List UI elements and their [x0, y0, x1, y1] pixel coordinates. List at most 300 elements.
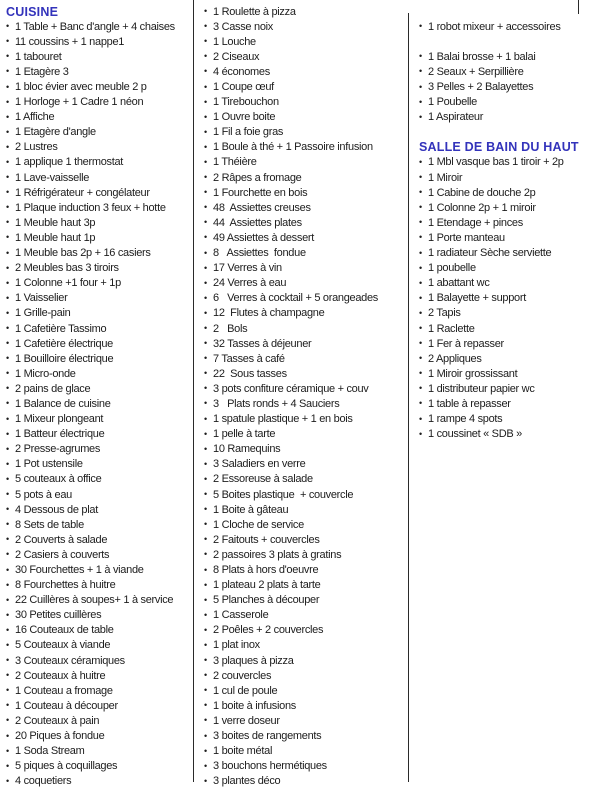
inventory-item [204, 623, 407, 638]
blank-row [419, 125, 602, 140]
bullet-icon: • [6, 398, 9, 409]
item-label: 7 Tasses à café [213, 352, 285, 365]
item-label: 1 Raclette [428, 322, 475, 335]
bullet-icon: • [419, 217, 422, 228]
item-label: 1 distributeur papier wc [428, 382, 535, 395]
bullet-icon: • [6, 534, 9, 545]
inventory-item [6, 366, 192, 381]
bullet-icon: • [6, 473, 9, 484]
item-label: 2 Appliques [428, 352, 482, 365]
item-label: 3 boites de rangements [213, 730, 322, 743]
top-right-border-fragment [578, 0, 579, 14]
inventory-item [204, 412, 407, 427]
bullet-icon: • [204, 323, 207, 334]
item-label: 1 Mixeur plongeant [15, 413, 104, 426]
item-label: 20 Piques à fondue [15, 730, 105, 743]
inventory-item [419, 170, 602, 185]
inventory-item [6, 517, 192, 532]
inventory-item [204, 396, 407, 411]
item-label: 1 Meuble haut 3p [15, 216, 96, 229]
bullet-icon: • [204, 156, 207, 167]
bullet-icon: • [419, 172, 422, 183]
section-header: SALLE DE BAIN DU HAUT [419, 140, 579, 155]
item-label: 5 couteaux à office [15, 473, 102, 486]
inventory-item [419, 200, 602, 215]
bullet-icon: • [204, 730, 207, 741]
inventory-item [204, 381, 407, 396]
inventory-item [204, 487, 407, 502]
bullet-icon: • [6, 187, 9, 198]
inventory-item [419, 396, 602, 411]
inventory-item [419, 261, 602, 276]
inventory-item [6, 472, 192, 487]
item-label: 3 Casse noix [213, 20, 273, 33]
item-label: 22 Sous tasses [213, 367, 287, 380]
inventory-item [6, 49, 192, 64]
item-label: 1 Théière [213, 156, 257, 169]
inventory-item [6, 698, 192, 713]
inventory-item [419, 49, 602, 64]
bullet-icon: • [6, 126, 9, 137]
bullet-icon: • [204, 534, 207, 545]
inventory-item [419, 381, 602, 396]
item-label: 1 Bouilloire électrique [15, 352, 114, 365]
bullet-icon: • [419, 111, 422, 122]
inventory-item [204, 547, 407, 562]
item-label: 1 Boule à thé + 1 Passoire infusion [213, 141, 373, 154]
bullet-icon: • [204, 504, 207, 515]
bullet-icon: • [204, 51, 207, 62]
bullet-icon: • [204, 307, 207, 318]
inventory-item [419, 291, 602, 306]
inventory-item [6, 547, 192, 562]
inventory-item [6, 608, 192, 623]
blank-row [419, 4, 602, 19]
bullet-icon: • [6, 21, 9, 32]
bullet-icon: • [204, 262, 207, 273]
bullet-icon: • [419, 383, 422, 394]
item-label: 5 Boites plastique + couvercle [213, 488, 354, 501]
item-label: 1 Plaque induction 3 feux + hotte [15, 201, 166, 214]
item-label: 1 table à repasser [428, 397, 511, 410]
item-label: 1 pelle à tarte [213, 428, 276, 441]
item-label: 2 Poêles + 2 couvercles [213, 624, 324, 637]
item-label: 1 Roulette à pizza [213, 5, 296, 18]
bullet-icon: • [204, 760, 207, 771]
item-label: 8 Fourchettes à huitre [15, 579, 116, 592]
item-label: 1 Table + Banc d'angle + 4 chaises [15, 20, 175, 33]
bullet-icon: • [204, 670, 207, 681]
inventory-item [204, 125, 407, 140]
bullet-icon: • [6, 217, 9, 228]
bullet-icon: • [419, 96, 422, 107]
item-label: 1 Réfrigérateur + congélateur [15, 186, 150, 199]
inventory-item [6, 774, 192, 789]
item-label: 1 Pot ustensile [15, 458, 83, 471]
bullet-icon: • [204, 624, 207, 635]
item-label: 1 Balayette + support [428, 292, 526, 305]
item-label: 1 Lave-vaisselle [15, 171, 90, 184]
inventory-item [6, 683, 192, 698]
inventory-item [6, 321, 192, 336]
item-label: 1 Coupe œuf [213, 81, 274, 94]
inventory-item [204, 562, 407, 577]
item-label: 1 Cafetière électrique [15, 337, 113, 350]
inventory-item [419, 215, 602, 230]
inventory-item [6, 457, 192, 472]
bullet-icon: • [6, 579, 9, 590]
item-label: 1 Miroir [428, 171, 463, 184]
bullet-icon: • [204, 187, 207, 198]
inventory-item [6, 306, 192, 321]
bullet-icon: • [6, 81, 9, 92]
item-label: 2 passoires 3 plats à gratins [213, 548, 342, 561]
column-divider-right [408, 13, 409, 782]
bullet-icon: • [204, 458, 207, 469]
item-label: 2 Couverts à salade [15, 533, 108, 546]
item-label: 24 Verres à eau [213, 277, 287, 290]
bullet-icon: • [204, 685, 207, 696]
bullet-icon: • [6, 458, 9, 469]
bullet-icon: • [6, 232, 9, 243]
inventory-item [204, 49, 407, 64]
item-label: 1 Cafetière Tassimo [15, 322, 107, 335]
inventory-item [6, 291, 192, 306]
item-label: 1 Louche [213, 35, 256, 48]
inventory-item [6, 64, 192, 79]
bullet-icon: • [419, 156, 422, 167]
inventory-item [204, 155, 407, 170]
column-cuisine-continued [204, 4, 407, 789]
bullet-icon: • [6, 277, 9, 288]
blank-row [419, 34, 602, 49]
bullet-icon: • [6, 202, 9, 213]
inventory-item [204, 532, 407, 547]
bullet-icon: • [204, 338, 207, 349]
item-label: 1 Batteur électrique [15, 428, 105, 441]
item-label: 2 Râpes a fromage [213, 171, 302, 184]
bullet-icon: • [419, 21, 422, 32]
bullet-icon: • [204, 36, 207, 47]
item-label: 2 Faitouts + couvercles [213, 533, 320, 546]
inventory-item [204, 608, 407, 623]
bullet-icon: • [204, 413, 207, 424]
bullet-icon: • [6, 353, 9, 364]
inventory-item [6, 502, 192, 517]
inventory-item [204, 4, 407, 19]
bullet-icon: • [204, 232, 207, 243]
bullet-icon: • [6, 549, 9, 560]
inventory-item [6, 110, 192, 125]
bullet-icon: • [6, 247, 9, 258]
inventory-item [6, 125, 192, 140]
bullet-icon: • [419, 277, 422, 288]
inventory-item [6, 412, 192, 427]
inventory-item [6, 19, 192, 34]
inventory-item [6, 215, 192, 230]
item-label: 5 Planches à découper [213, 594, 320, 607]
item-label: 30 Petites cuillères [15, 609, 102, 622]
inventory-item [419, 351, 602, 366]
item-label: 1 Couteau a fromage [15, 684, 113, 697]
bullet-icon: • [204, 745, 207, 756]
inventory-item [6, 578, 192, 593]
item-label: 22 Cuillères à soupes+ 1 à service [15, 594, 174, 607]
inventory-item [204, 502, 407, 517]
inventory-item [6, 200, 192, 215]
inventory-item [6, 729, 192, 744]
item-label: 2 pains de glace [15, 382, 91, 395]
item-label: 1 applique 1 thermostat [15, 156, 124, 169]
item-label: 8 Assiettes fondue [213, 247, 306, 260]
bullet-icon: • [6, 172, 9, 183]
inventory-item [6, 653, 192, 668]
item-label: 1 Fil a foie gras [213, 126, 284, 139]
item-label: 2 Couteaux à pain [15, 714, 100, 727]
inventory-item [6, 170, 192, 185]
bullet-icon: • [419, 368, 422, 379]
item-label: 1 boite métal [213, 745, 273, 758]
bullet-icon: • [204, 172, 207, 183]
bullet-icon: • [6, 307, 9, 318]
bullet-icon: • [204, 6, 207, 17]
item-label: 1 Colonne 2p + 1 miroir [428, 201, 536, 214]
inventory-item [6, 759, 192, 774]
item-label: 1 Soda Stream [15, 745, 85, 758]
inventory-item [204, 744, 407, 759]
item-label: 2 Seaux + Serpillière [428, 65, 524, 78]
bullet-icon: • [6, 609, 9, 620]
bullet-icon: • [419, 232, 422, 243]
item-label: 17 Verres à vin [213, 262, 282, 275]
bullet-icon: • [6, 670, 9, 681]
item-label: 1 Porte manteau [428, 231, 505, 244]
item-label: 8 Sets de table [15, 518, 84, 531]
item-label: 3 pots confiture céramique + couv [213, 382, 369, 395]
inventory-item [204, 427, 407, 442]
inventory-item [204, 517, 407, 532]
inventory-item [419, 79, 602, 94]
item-label: 1 Cloche de service [213, 518, 304, 531]
item-label: 3 Couteaux céramiques [15, 654, 125, 667]
item-label: 1 Cabine de douche 2p [428, 186, 536, 199]
item-label: 3 Pelles + 2 Balayettes [428, 81, 534, 94]
bullet-icon: • [204, 398, 207, 409]
inventory-item [204, 578, 407, 593]
inventory-item [204, 215, 407, 230]
item-label: 1 plateau 2 plats à tarte [213, 579, 321, 592]
bullet-icon: • [419, 66, 422, 77]
inventory-item [204, 713, 407, 728]
inventory-item [6, 668, 192, 683]
bullet-icon: • [6, 368, 9, 379]
section-header: CUISINE [6, 4, 59, 19]
bullet-icon: • [204, 21, 207, 32]
bullet-icon: • [6, 428, 9, 439]
bullet-icon: • [419, 262, 422, 273]
item-label: 2 couvercles [213, 669, 272, 682]
inventory-item [6, 261, 192, 276]
item-label: 1 Aspirateur [428, 111, 484, 124]
bullet-icon: • [419, 81, 422, 92]
bullet-icon: • [6, 745, 9, 756]
bullet-icon: • [419, 51, 422, 62]
inventory-item [204, 351, 407, 366]
item-label: 44 Assiettes plates [213, 216, 302, 229]
bullet-icon: • [204, 519, 207, 530]
inventory-item [6, 381, 192, 396]
bullet-icon: • [6, 564, 9, 575]
bullet-icon: • [419, 292, 422, 303]
item-label: 6 Verres à cocktail + 5 orangeades [213, 292, 379, 305]
item-label: 1 Grille-pain [15, 307, 71, 320]
bullet-icon: • [6, 156, 9, 167]
inventory-item [6, 276, 192, 291]
item-label: 1 rampe 4 spots [428, 413, 503, 426]
inventory-item [419, 336, 602, 351]
bullet-icon: • [419, 398, 422, 409]
bullet-icon: • [419, 323, 422, 334]
inventory-item [6, 442, 192, 457]
bullet-icon: • [204, 549, 207, 560]
inventory-item [204, 170, 407, 185]
inventory-item [6, 427, 192, 442]
inventory-item [419, 412, 602, 427]
inventory-item [419, 155, 602, 170]
item-label: 4 coquetiers [15, 775, 72, 788]
inventory-item [6, 246, 192, 261]
bullet-icon: • [6, 700, 9, 711]
inventory-item [419, 366, 602, 381]
inventory-item [204, 230, 407, 245]
inventory-item [204, 34, 407, 49]
item-label: 48 Assiettes creuses [213, 201, 311, 214]
bullet-icon: • [6, 730, 9, 741]
bullet-icon: • [204, 639, 207, 650]
item-label: 1 coussinet « SDB » [428, 428, 522, 441]
item-label: 1 Horloge + 1 Cadre 1 néon [15, 96, 144, 109]
inventory-item [204, 246, 407, 261]
item-label: 1 Miroir grossissant [428, 367, 518, 380]
bullet-icon: • [6, 715, 9, 726]
item-label: 2 Meubles bas 3 tiroirs [15, 262, 119, 275]
bullet-icon: • [204, 141, 207, 152]
item-label: 1 Ouvre boite [213, 111, 276, 124]
bullet-icon: • [204, 292, 207, 303]
bullet-icon: • [204, 655, 207, 666]
inventory-item [204, 276, 407, 291]
bullet-icon: • [6, 413, 9, 424]
item-label: 1 robot mixeur + accessoires [428, 20, 561, 33]
inventory-item [204, 759, 407, 774]
bullet-icon: • [204, 473, 207, 484]
item-label: 1 tabouret [15, 50, 62, 63]
column-menage-salle-de-bain [419, 4, 602, 442]
inventory-item [204, 593, 407, 608]
item-label: 2 Ciseaux [213, 50, 260, 63]
item-label: 2 Essoreuse à salade [213, 473, 313, 486]
item-label: 1 Mbl vasque bas 1 tiroir + 2p [428, 156, 564, 169]
item-label: 1 bloc évier avec meuble 2 p [15, 81, 147, 94]
bullet-icon: • [6, 624, 9, 635]
bullet-icon: • [204, 489, 207, 500]
inventory-item [6, 562, 192, 577]
inventory-item [204, 110, 407, 125]
bullet-icon: • [419, 413, 422, 424]
inventory-item [204, 472, 407, 487]
inventory-item [6, 351, 192, 366]
bullet-icon: • [204, 609, 207, 620]
bullet-icon: • [204, 66, 207, 77]
inventory-item [419, 95, 602, 110]
bullet-icon: • [6, 760, 9, 771]
inventory-item [204, 366, 407, 381]
inventory-item [419, 64, 602, 79]
bullet-icon: • [419, 187, 422, 198]
inventory-item [6, 396, 192, 411]
bullet-icon: • [6, 383, 9, 394]
bullet-icon: • [204, 277, 207, 288]
item-label: 1 plat inox [213, 639, 260, 652]
inventory-item [204, 683, 407, 698]
inventory-item [204, 729, 407, 744]
inventory-item [6, 744, 192, 759]
inventory-item [6, 155, 192, 170]
item-label: 8 Plats à hors d'oeuvre [213, 564, 319, 577]
inventory-item [419, 321, 602, 336]
bullet-icon: • [6, 504, 9, 515]
item-label: 30 Fourchettes + 1 à viande [15, 564, 144, 577]
item-label: 5 Couteaux à viande [15, 639, 111, 652]
item-label: 1 Balance de cuisine [15, 397, 111, 410]
bullet-icon: • [6, 775, 9, 786]
item-label: 1 Etagère d'angle [15, 126, 96, 139]
inventory-item [204, 336, 407, 351]
item-label: 1 Meuble bas 2p + 16 casiers [15, 247, 151, 260]
bullet-icon: • [204, 111, 207, 122]
inventory-item [204, 442, 407, 457]
inventory-item [204, 638, 407, 653]
bullet-icon: • [6, 323, 9, 334]
inventory-item [204, 653, 407, 668]
inventory-item [419, 306, 602, 321]
bullet-icon: • [6, 685, 9, 696]
bullet-icon: • [204, 353, 207, 364]
inventory-item [419, 19, 602, 34]
bullet-icon: • [204, 428, 207, 439]
inventory-item [204, 140, 407, 155]
item-label: 2 Lustres [15, 141, 58, 154]
inventory-item [6, 230, 192, 245]
bullet-icon: • [419, 247, 422, 258]
inventory-item [6, 532, 192, 547]
item-label: 49 Assiettes à dessert [213, 231, 315, 244]
inventory-item [419, 185, 602, 200]
bullet-icon: • [419, 202, 422, 213]
inventory-item [419, 110, 602, 125]
inventory-item [6, 79, 192, 94]
bullet-icon: • [204, 443, 207, 454]
bullet-icon: • [6, 36, 9, 47]
bullet-icon: • [6, 443, 9, 454]
item-label: 1 Affiche [15, 111, 55, 124]
inventory-item [6, 593, 192, 608]
inventory-item [419, 230, 602, 245]
item-label: 1 Poubelle [428, 96, 477, 109]
inventory-item [6, 638, 192, 653]
inventory-item [419, 276, 602, 291]
inventory-item [6, 623, 192, 638]
